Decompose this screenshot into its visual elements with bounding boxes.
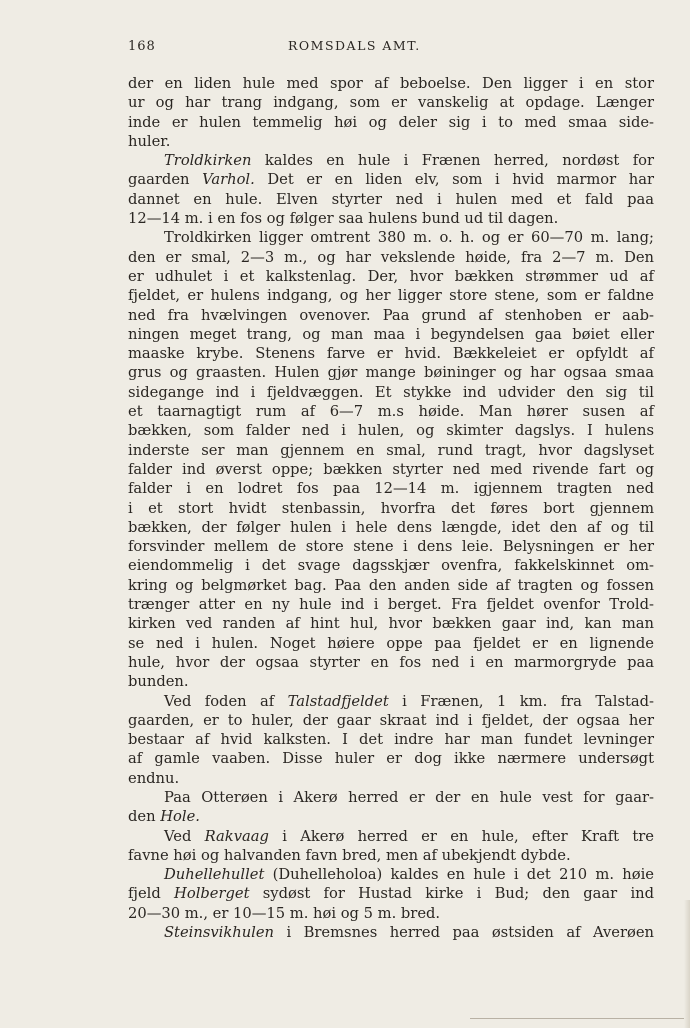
text-run: bestaar af hvid kalksten. I det indre har man fundet levninger <box>128 731 654 749</box>
text-line <box>128 807 654 826</box>
text-line <box>128 170 654 189</box>
text-run: bækken, der følger hulen i hele dens længde, idet den af og til <box>128 518 654 536</box>
text-run: falder ind øverst oppe; bækken styrter ned med rivende fart og <box>128 460 654 478</box>
text-run: gaarden <box>128 171 203 189</box>
text-line <box>128 190 654 209</box>
text-line <box>128 576 654 595</box>
text-run: forsvinder mellem de store stene i dens leie. Belysningen er her <box>128 538 654 556</box>
text-run: 20—30 m., er 10—15 m. høi og 5 m. bred. <box>128 904 441 922</box>
text-line <box>128 672 654 691</box>
text-line <box>128 749 654 768</box>
text-line <box>128 132 654 151</box>
page-edge-shadow <box>684 900 690 1028</box>
text-line <box>128 653 654 672</box>
text-run: kaldes en hule i Frænen herred, nordøst for <box>251 152 654 170</box>
text-run: den er smal, 2—3 m., og har vekslende høide, fra 2—7 m. Den <box>128 248 654 266</box>
text-line <box>128 74 654 93</box>
text-line <box>128 306 654 325</box>
text-run: dannet en hule. Elven styrter ned i hulen med et fald paa <box>128 190 654 208</box>
text-run: der en liden hule med spor af beboelse. Den ligger i en stor <box>128 75 654 92</box>
text-line <box>128 460 654 479</box>
text-run: af gamle vaaben. Disse huler er dog ikke nærmere undersøgt <box>128 750 654 768</box>
text-run: kring og belgmørket bag. Paa den anden side af tragten og fossen <box>128 576 654 594</box>
italic-place-name: Holberget <box>174 885 250 903</box>
italic-place-name: Troldkirken <box>164 152 252 170</box>
text-run: i Bremsnes herred paa østsiden af Averøen <box>274 924 654 942</box>
text-line <box>128 614 654 633</box>
running-header <box>128 38 654 54</box>
text-line <box>128 383 654 402</box>
text-run: kirken ved randen af hint hul, hvor bækken gaar ind, kan man <box>128 615 654 633</box>
text-line <box>128 402 654 421</box>
text-line <box>128 634 654 653</box>
text-line <box>128 518 654 537</box>
text-run: se ned i hulen. Noget høiere oppe paa fjeldet er en lignende <box>128 634 654 652</box>
text-run: gaarden, er to huler, der gaar skraat ind i fjeldet, der ogsaa her <box>128 711 654 729</box>
text-line <box>128 209 654 228</box>
text-line <box>128 595 654 614</box>
text-line <box>128 692 654 711</box>
text-line <box>128 730 654 749</box>
text-run: er udhulet i et kalkstenlag. Der, hvor bækken strømmer ud af <box>128 267 654 285</box>
text-line <box>128 499 654 518</box>
page-edge-rule <box>470 1018 690 1019</box>
text-run: favne høi og halvanden favn bred, men af ubekjendt dybde. <box>128 846 571 864</box>
running-title: ROMSDALS AMT. <box>288 38 421 53</box>
text-run: grus og graasten. Hulen gjør mange bøininger og har ogsaa smaa <box>128 364 654 382</box>
italic-place-name: Steinsvikhulen <box>164 924 275 942</box>
text-line <box>128 827 654 846</box>
text-run: Ved foden af <box>164 692 288 710</box>
text-run: i Akerø herred er en hule, efter Kraft tre <box>268 827 654 845</box>
text-line <box>128 248 654 267</box>
text-run: Troldkirken ligger omtrent 380 m. o. h. og er 60—70 m. lang; <box>164 229 654 247</box>
text-run: fjeldet, er hulens indgang, og her ligger store stene, som er faldne <box>128 287 654 305</box>
page-number: 168 <box>128 39 156 54</box>
text-line <box>128 846 654 865</box>
text-run: bunden. <box>128 673 189 691</box>
text-line <box>128 421 654 440</box>
text-line <box>128 711 654 730</box>
text-run: et taarnagtigt rum af 6—7 m.s høide. Man hører susen af <box>128 403 654 421</box>
text-run: trænger atter en ny hule ind i berget. Fra fjeldet ovenfor Trold- <box>128 596 654 614</box>
text-run: huler. <box>128 132 171 150</box>
text-line <box>128 904 654 923</box>
text-run: sydøst for Hustad kirke i Bud; den gaar ind <box>249 885 655 903</box>
text-run: ningen meget trang, og man maa i begyndelsen gaa bøiet eller <box>128 325 654 343</box>
italic-place-name: Varhol. <box>202 171 255 189</box>
text-line <box>128 267 654 286</box>
text-line <box>128 479 654 498</box>
text-line <box>128 286 654 305</box>
text-line <box>128 228 654 247</box>
text-run: i et stort hvidt stenbassin, hvorfra det føres bort gjennem <box>128 499 654 517</box>
italic-place-name: Hole. <box>160 808 200 826</box>
text-run: (Duhelleholoa) kaldes en hule i det 210 m. høie <box>264 866 654 884</box>
text-line <box>128 151 654 170</box>
text-line <box>128 556 654 575</box>
text-line <box>128 113 654 132</box>
text-run: falder i en lodret fos paa 12—14 m. igjennem tragten ned <box>128 480 654 498</box>
text-run: Det er en liden elv, som i hvid marmor har <box>254 171 654 189</box>
text-line <box>128 923 654 942</box>
italic-place-name: Rakvaag <box>204 827 269 845</box>
text-run: hule, hvor der ogsaa styrter en fos ned i en marmorgryde paa <box>128 653 654 671</box>
italic-place-name: Duhellehullet <box>164 866 265 884</box>
text-run: inderste ser man gjennem en smal, rund tragt, hvor dagslyset <box>128 441 654 459</box>
text-run: ned fra hvælvingen ovenover. Paa grund af stenhoben er aab- <box>128 306 654 324</box>
text-run: bækken, som falder ned i hulen, og skimter dagslys. I hulens <box>128 422 654 440</box>
text-run: Ved <box>164 827 205 845</box>
text-line <box>128 344 654 363</box>
text-line <box>128 537 654 556</box>
text-run: den <box>128 808 161 826</box>
text-line <box>128 788 654 807</box>
text-run: 12—14 m. i en fos og følger saa hulens bund ud til dagen. <box>128 210 559 228</box>
text-line <box>128 769 654 788</box>
text-run: endnu. <box>128 769 180 787</box>
text-run: ur og har trang indgang, som er vanskelig at opdage. Længer <box>128 94 654 112</box>
text-run: sidegange ind i fjeldvæggen. Et stykke ind udvider den sig til <box>128 383 654 401</box>
text-run: eiendommelig i det svage dagsskjær ovenfra, fakkelskinnet om- <box>128 557 654 575</box>
italic-place-name: Talstadfjeldet <box>287 692 389 710</box>
body-text <box>128 74 654 942</box>
text-run: maaske krybe. Stenens farve er hvid. Bækkeleiet er opfyldt af <box>128 345 654 363</box>
text-line <box>128 441 654 460</box>
text-run: i Frænen, 1 km. fra Talstad- <box>388 692 655 710</box>
text-line <box>128 93 654 112</box>
text-line <box>128 865 654 884</box>
text-run: fjeld <box>128 885 175 903</box>
text-line <box>128 884 654 903</box>
text-line <box>128 325 654 344</box>
text-run: Paa Otterøen i Akerø herred er der en hule vest for gaar- <box>164 788 654 806</box>
text-line <box>128 363 654 382</box>
text-run: inde er hulen temmelig høi og deler sig i to med smaa side- <box>128 113 654 131</box>
